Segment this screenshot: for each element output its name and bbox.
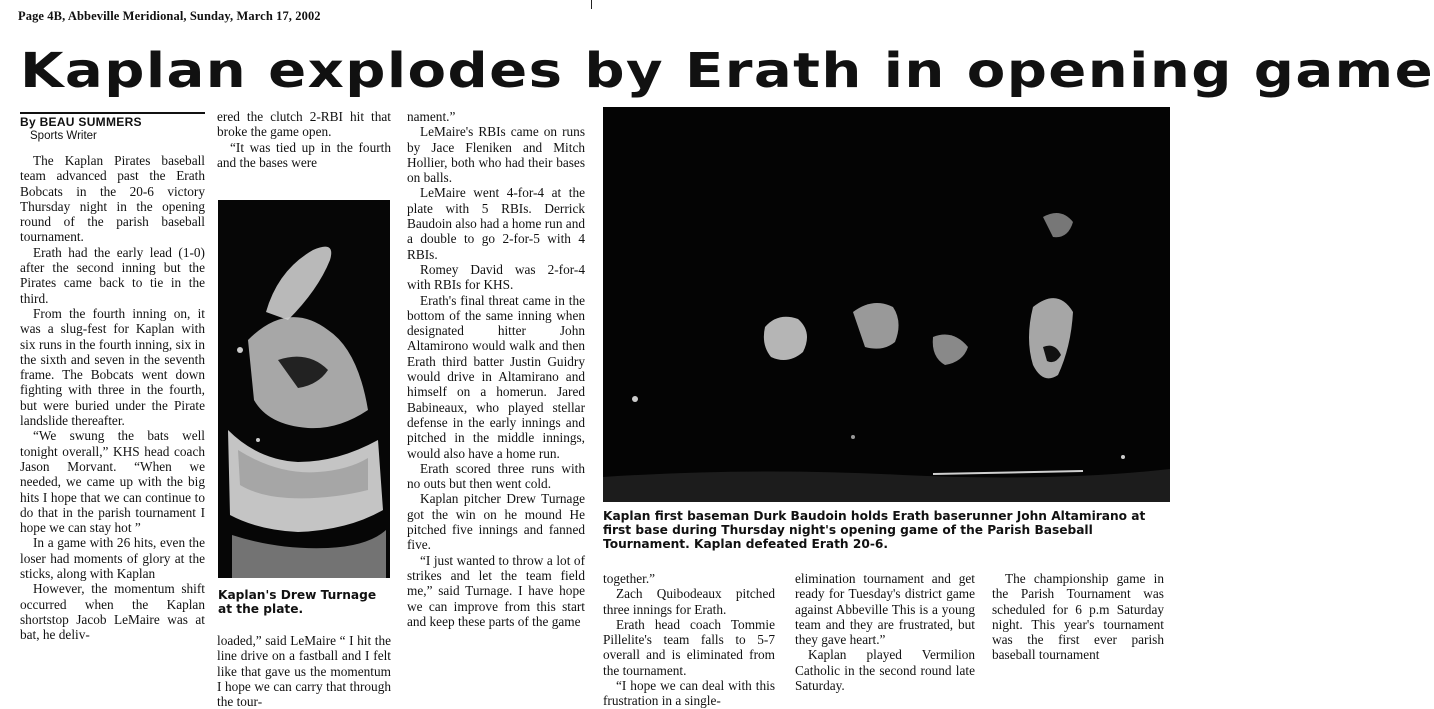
photo-caption-small: Kaplan's Drew Turnage at the plate. (218, 588, 377, 616)
article-column-6 (992, 571, 1164, 663)
byline-role: Sports Writer (30, 130, 97, 142)
paragraph: Erath head coach Tommie Pillelite's team falls to 5-7 overall and is eliminated from the tournament. (603, 616, 775, 678)
paragraph: LeMaire's RBIs came on runs by Jace Fleniken and Mitch Hollier, both who had their bases on balls. (407, 124, 585, 186)
paragraph: Erath's final threat came in the bottom of the same inning when designated hitter John Altamirono would walk and then Erath third batter Justin Guidry would drive in Altamirano and himself on a homerun. Jared Babineaux, who played stellar defense in the early innings and pitched in the middle innings, would also have a home run. (407, 292, 585, 461)
paragraph: “It was tied up in the fourth and the bases were (217, 139, 391, 170)
paragraph: “I hope we can deal with this frustration in a single- (603, 678, 775, 709)
paragraph: ered the clutch 2-RBI hit that broke the game open. (217, 109, 391, 140)
batter-photo-image (218, 200, 390, 578)
article-column-4 (603, 571, 775, 709)
page-folio: Page 4B, Abbeville Meridional, Sunday, March 17, 2002 (18, 9, 321, 23)
fold-mark (591, 0, 592, 9)
paragraph: Kaplan played Vermilion Catholic in the second round late Saturday. (795, 647, 975, 694)
byline: By BEAU SUMMERS (20, 112, 205, 129)
headline: Kaplan explodes by Erath in opening game (20, 43, 1434, 99)
paragraph: “I just wanted to throw a lot of strikes and let the team field me,” said Turnage. I have hope we can improve from this start and keep these parts of the game (407, 552, 585, 629)
article-column-3 (407, 109, 585, 629)
article-column-2-top (217, 109, 391, 170)
photo-caption-large: Kaplan first baseman Durk Baudoin holds Erath baserunner John Altamirano at first base during Thursday night's opening game of the Parish Baseball Tournament. Kaplan defeated Erath 20-6. (603, 509, 1146, 551)
paragraph: Zach Quibodeaux pitched three innings for Erath. (603, 586, 775, 617)
photo-first-base (603, 107, 1170, 502)
paragraph: Romey David was 2-for-4 with RBIs for KHS. (407, 261, 585, 293)
paragraph: From the fourth inning on, it was a slug-fest for Kaplan with six runs in the fourth inning, six in the sixth and seven in the seventh frame. The Bobcats went down fighting with three in the fourth, but were buried under the Pirate landslide thereafter. (20, 305, 205, 429)
first-base-photo-image (603, 107, 1170, 502)
paragraph: Erath scored three runs with no outs but then went cold. (407, 460, 585, 492)
paragraph: Kaplan pitcher Drew Turnage got the win on he mound He pitched five innings and fanned five. (407, 491, 585, 553)
paragraph: The Kaplan Pirates baseball team advanced past the Erath Bobcats in the 20-6 victory Thursday night in the opening round of the parish baseball tournament. (20, 153, 205, 245)
paragraph: The championship game in the Parish Tournament was scheduled for 6 p.m Saturday night. This year's tournament was the first ever parish baseball tournament (992, 571, 1164, 663)
article-column-2-bottom (217, 633, 391, 709)
paragraph: Erath had the early lead (1-0) after the second inning but the Pirates came back to tie in the third. (20, 244, 205, 306)
paragraph: loaded,” said LeMaire “ I hit the line drive on a fastball and I felt like that gave us the momentum I hope we can carry that through the tour- (217, 633, 391, 709)
paragraph: However, the momentum shift occurred when the Kaplan shortstop Jacob LeMaire was at bat, he deliv- (20, 581, 205, 643)
paragraph: elimination tournament and get ready for Tuesday's district game against Abbeville This is a young team and they are frustrated, but they gave heart.” (795, 571, 975, 648)
article-column-5 (795, 571, 975, 693)
photo-drew-turnage (218, 200, 390, 578)
paragraph: In a game with 26 hits, even the loser had moments of glory at the sticks, along with Kaplan (20, 535, 205, 582)
paragraph: together.” (603, 571, 656, 586)
paragraph: “We swung the bats well tonight overall,” KHS head coach Jason Morvant. “When we needed, we came up with the big hits I hope that we can continue to do that in the parish tournament I hope we can stay hot ” (20, 428, 205, 536)
paragraph: LeMaire went 4-for-4 at the plate with 5 RBIs. Derrick Baudoin also had a home run and a double to go 2-for-5 with 4 RBIs. (407, 185, 585, 262)
paragraph: nament.” (407, 109, 456, 124)
article-column-1 (20, 112, 205, 643)
